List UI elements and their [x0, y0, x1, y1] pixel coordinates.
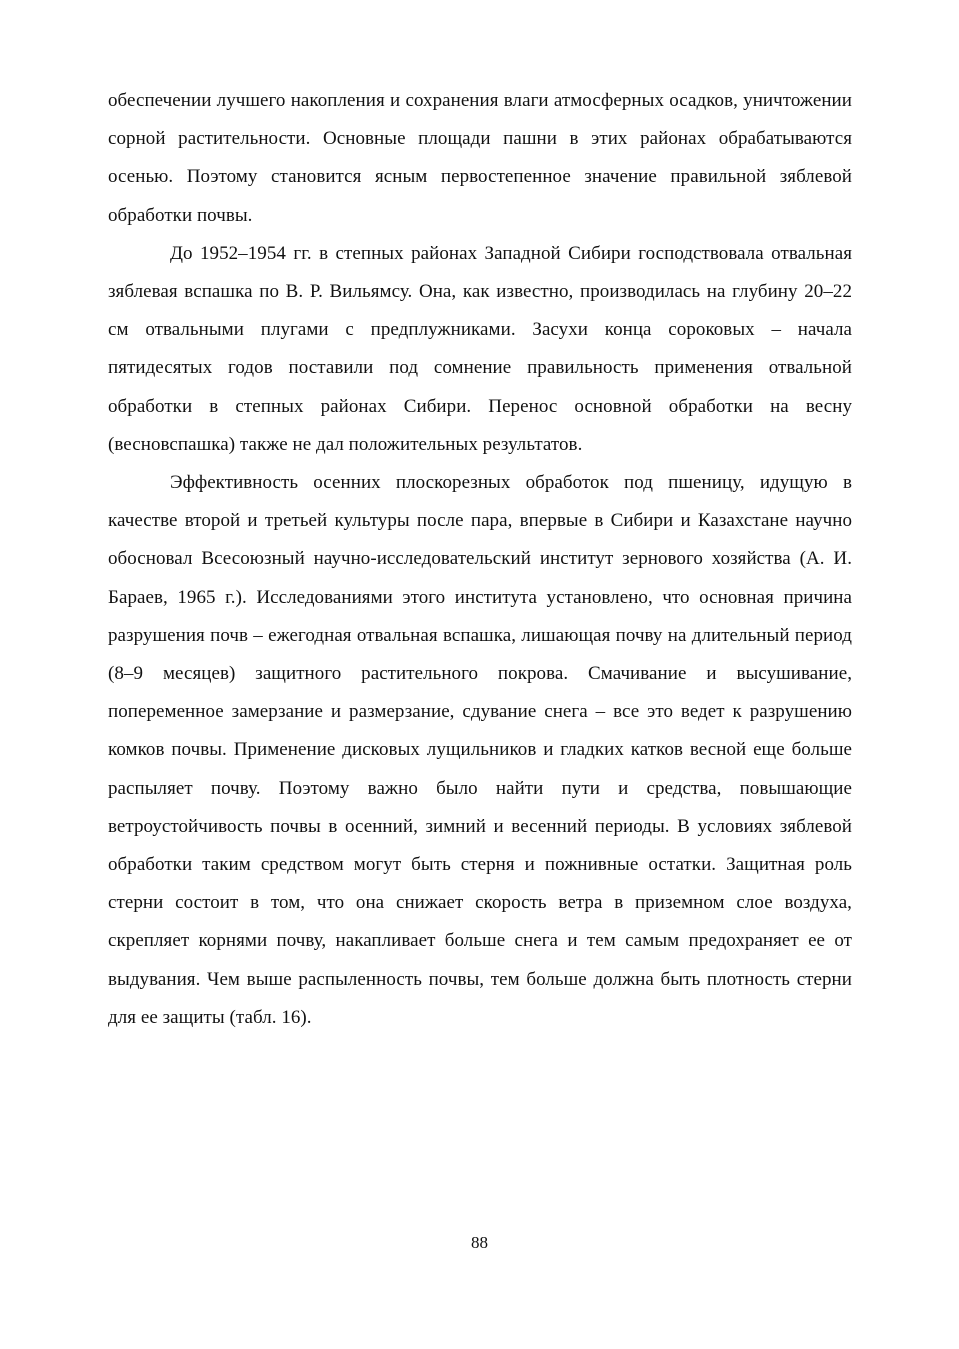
paragraph-1: обеспечении лучшего накопления и сохранения влаги атмосферных осадков, уничтожении сорной растительности. Основные площади пашни в этих районах обрабатываются осенью. Поэтому становится ясным первостепенное значение правильной зяблевой обработки почвы.: [108, 90, 852, 226]
paragraph-2: До 1952–1954 гг. в степных районах Западной Сибири господствовала отвальная зяблевая вспашка по В. Р. Вильямсу. Она, как известно, производилась на глубину 20–22 см отвальными плугами с предплужниками. Засухи конца сороковых – начала пятидесятых годов поставили под сомнение правильность применения отвальной обработки в степных районах Сибири. Перенос основной обработки на весну (весновспашка) также не дал положительных результатов.: [108, 242, 852, 455]
paragraph-3: Эффективность осенних плоскорезных обработок под пшеницу, идущую в качестве второй и третьей культуры после пара, впервые в Сибири и Казахстане научно обосновал Всесоюзный научно-исследовательский институт зернового хозяйства (А. И. Бараев, 1965 г.). Исследованиями этого института установлено, что основная причина разрушения почв – ежегодная отвальная вспашка, лишающая почву на длительный период (8–9 месяцев) защитного растительного покрова. Смачивание и высушивание, попеременное замерзание и размерзание, сдувание снега – все это ведет к разрушению комков почвы. Применение дисковых лущильников и гладких катков весной еще больше распыляет почву. Поэтому важно было найти пути и средства, повышающие ветроустойчивость почвы в осенний, зимний и весенний периоды. В условиях зяблевой обработки таким средством могут быть стерня и пожнивные остатки. Защитная роль стерни состоит в том, что она снижает скорость ветра в приземном слое воздуха, скрепляет корнями почву, накапливает больше снега и тем самым предохраняет ее от выдувания. Чем выше распыленность почвы, тем больше должна быть плотность стерни для ее защиты (табл. 16).: [108, 472, 852, 1028]
page-number: 88: [471, 1233, 488, 1252]
body-text: [108, 82, 852, 1037]
